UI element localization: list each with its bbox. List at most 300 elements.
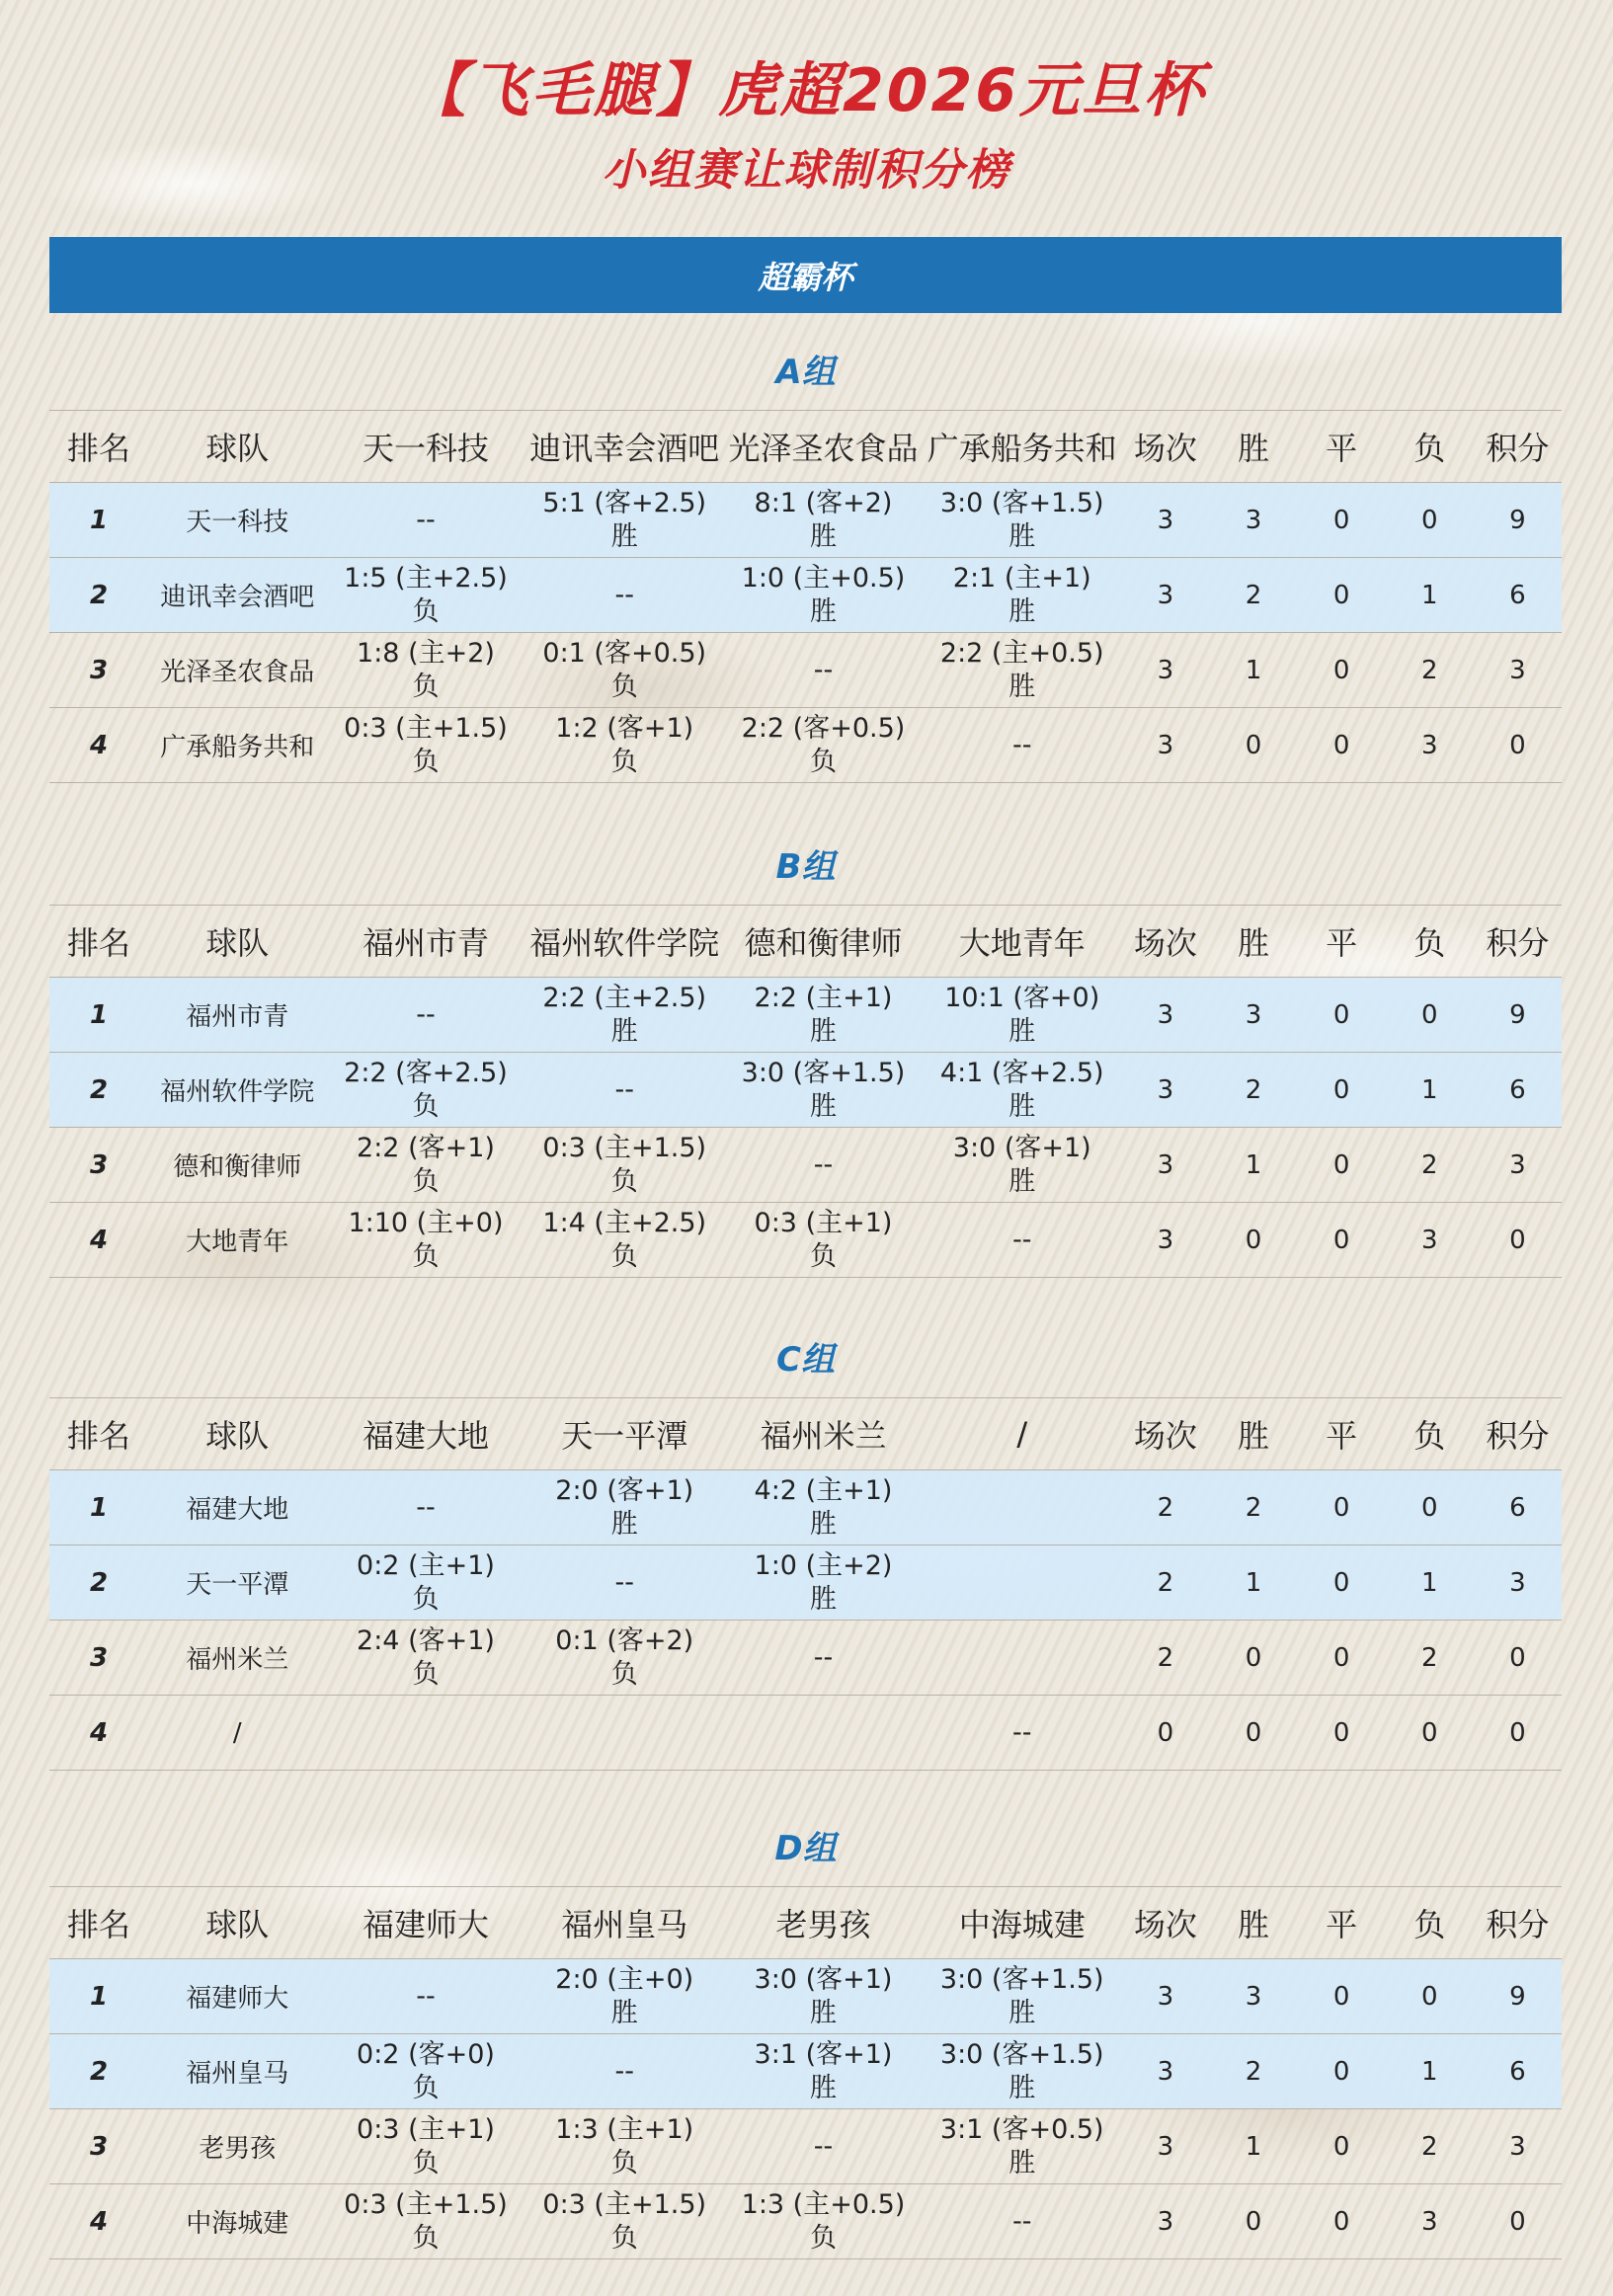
opponent-header: 福州市青 [326, 906, 524, 978]
loss-cell: 2 [1386, 1621, 1474, 1696]
team-cell: 福州皇马 [148, 2034, 326, 2109]
team-cell: 迪讯幸会酒吧 [148, 558, 326, 633]
match-result: 负 [610, 671, 638, 702]
played-cell: 3 [1121, 558, 1209, 633]
match-cell [724, 1203, 923, 1278]
match-score: -- [614, 579, 634, 610]
draw-header: 平 [1298, 1887, 1386, 1959]
points-cell: 0 [1474, 1696, 1562, 1771]
table-row [49, 1545, 1562, 1621]
match-score: 2:2 (主+2.5) [542, 982, 707, 1013]
match-cell [923, 1053, 1121, 1128]
team-cell: 天一科技 [148, 483, 326, 558]
match-cell [326, 1053, 524, 1128]
match-cell [923, 1128, 1121, 1203]
team-cell: 光泽圣农食品 [148, 633, 326, 708]
match-cell [326, 633, 524, 708]
group-block [49, 1328, 1562, 1771]
match-score: 0:2 (客+0) [357, 2038, 495, 2070]
team-header: 球队 [148, 1887, 326, 1959]
win-cell: 2 [1209, 2034, 1297, 2109]
win-header: 胜 [1209, 1398, 1297, 1470]
win-cell: 3 [1209, 978, 1297, 1053]
loss-cell: 0 [1386, 1470, 1474, 1545]
match-result: 胜 [809, 595, 837, 627]
loss-cell: 2 [1386, 1128, 1474, 1203]
match-result: 胜 [610, 520, 638, 552]
team-cell: 德和衡律师 [148, 1128, 326, 1203]
loss-cell: 1 [1386, 2034, 1474, 2109]
match-score: 3:0 (客+1.5) [939, 1963, 1104, 1995]
match-score: 0:3 (主+1) [357, 2113, 495, 2145]
draw-cell: 0 [1298, 2034, 1386, 2109]
match-cell [724, 708, 923, 783]
group-block [49, 835, 1562, 1278]
match-cell [525, 633, 724, 708]
match-score: 1:5 (主+2.5) [344, 562, 508, 594]
match-cell [923, 1203, 1121, 1278]
draw-cell: 0 [1298, 2109, 1386, 2184]
standings-table [49, 905, 1562, 1278]
match-score: 2:4 (客+1) [357, 1624, 495, 1656]
match-score: 0:3 (主+1.5) [344, 2188, 508, 2220]
match-cell [724, 633, 923, 708]
team-cell: / [148, 1696, 326, 1771]
match-score: 1:3 (主+1) [555, 2113, 694, 2145]
match-result: 负 [809, 2222, 837, 2254]
match-result: 胜 [1008, 1997, 1036, 2028]
match-result: 负 [610, 1240, 638, 1272]
win-cell: 2 [1209, 558, 1297, 633]
played-header: 场次 [1121, 1398, 1209, 1470]
match-cell [525, 1128, 724, 1203]
win-cell: 2 [1209, 1470, 1297, 1545]
match-cell [724, 1053, 923, 1128]
points-cell: 0 [1474, 2184, 1562, 2259]
table-row [49, 2034, 1562, 2109]
match-score: 0:1 (客+0.5) [542, 637, 707, 669]
loss-cell: 2 [1386, 633, 1474, 708]
loss-cell: 3 [1386, 708, 1474, 783]
rank-cell: 4 [49, 708, 148, 783]
opponent-header: 德和衡律师 [724, 906, 923, 978]
match-cell [724, 483, 923, 558]
win-cell: 1 [1209, 633, 1297, 708]
opponent-header: 广承船务共和 [923, 411, 1121, 483]
match-cell [724, 1696, 923, 1771]
match-score: 0:2 (主+1) [357, 1549, 495, 1581]
match-result: 胜 [1008, 671, 1036, 702]
rank-cell: 1 [49, 1959, 148, 2034]
match-score: 0:3 (主+1.5) [542, 1132, 707, 1163]
match-cell [326, 978, 524, 1053]
match-cell [525, 2109, 724, 2184]
draw-header: 平 [1298, 411, 1386, 483]
group-title: C组 [776, 1339, 835, 1380]
match-result: 负 [610, 2147, 638, 2178]
loss-header: 负 [1386, 906, 1474, 978]
rank-cell: 1 [49, 978, 148, 1053]
played-cell: 2 [1121, 1621, 1209, 1696]
match-score: -- [813, 1641, 834, 1673]
match-result: 胜 [809, 1015, 837, 1047]
points-cell: 9 [1474, 483, 1562, 558]
loss-cell: 0 [1386, 1696, 1474, 1771]
team-cell: 福建大地 [148, 1470, 326, 1545]
match-cell [923, 2109, 1121, 2184]
points-cell: 6 [1474, 558, 1562, 633]
match-score: 3:1 (客+1) [754, 2038, 893, 2070]
match-score: -- [1011, 729, 1032, 760]
draw-cell: 0 [1298, 633, 1386, 708]
group-block [49, 341, 1562, 783]
match-score: 3:0 (客+1.5) [741, 1057, 906, 1088]
opponent-header: 老男孩 [724, 1887, 923, 1959]
match-score: -- [1011, 2205, 1032, 2237]
match-cell [923, 1545, 1121, 1621]
match-result: 胜 [1008, 1090, 1036, 1122]
win-header: 胜 [1209, 1887, 1297, 1959]
match-score: -- [614, 1566, 634, 1598]
match-result: 胜 [610, 1997, 638, 2028]
match-cell [525, 558, 724, 633]
table-row [49, 1621, 1562, 1696]
loss-cell: 0 [1386, 1959, 1474, 2034]
match-score: 2:1 (主+1) [952, 562, 1091, 594]
match-score: 3:0 (客+1) [754, 1963, 893, 1995]
draw-cell: 0 [1298, 1621, 1386, 1696]
win-header: 胜 [1209, 411, 1297, 483]
match-cell [724, 2034, 923, 2109]
match-score: 10:1 (客+0) [944, 982, 1100, 1013]
played-cell: 3 [1121, 1128, 1209, 1203]
match-cell [724, 1470, 923, 1545]
match-score: 8:1 (客+2) [754, 487, 893, 518]
match-cell [525, 1959, 724, 2034]
points-cell: 9 [1474, 1959, 1562, 2034]
match-cell [525, 1053, 724, 1128]
match-score: -- [416, 1980, 436, 2012]
team-header: 球队 [148, 1398, 326, 1470]
match-cell [326, 1959, 524, 2034]
team-cell: 老男孩 [148, 2109, 326, 2184]
match-result: 胜 [610, 1508, 638, 1540]
played-cell: 3 [1121, 2184, 1209, 2259]
match-result: 负 [412, 1240, 440, 1272]
cup-banner: 超霸杯 [49, 237, 1562, 313]
match-cell [525, 708, 724, 783]
group-title: B组 [775, 846, 836, 887]
draw-cell: 0 [1298, 2184, 1386, 2259]
match-cell [923, 1621, 1121, 1696]
match-score: -- [614, 1073, 634, 1105]
match-result: 胜 [809, 1997, 837, 2028]
match-score: 0:3 (主+1) [754, 1207, 893, 1238]
match-cell [724, 2184, 923, 2259]
header-row [49, 1887, 1562, 1959]
match-cell [923, 633, 1121, 708]
team-header: 球队 [148, 411, 326, 483]
team-cell: 中海城建 [148, 2184, 326, 2259]
match-score: 1:8 (主+2) [357, 637, 495, 669]
loss-header: 负 [1386, 1887, 1474, 1959]
standings-table [49, 1886, 1562, 2259]
standings-table [49, 410, 1562, 783]
draw-header: 平 [1298, 1398, 1386, 1470]
points-cell: 6 [1474, 2034, 1562, 2109]
opponent-header: 福州米兰 [724, 1398, 923, 1470]
match-score: 3:0 (客+1.5) [939, 2038, 1104, 2070]
match-cell [326, 1203, 524, 1278]
match-score: -- [813, 1148, 834, 1180]
draw-header: 平 [1298, 906, 1386, 978]
win-cell: 3 [1209, 483, 1297, 558]
win-cell: 0 [1209, 1696, 1297, 1771]
opponent-header: 天一平潭 [525, 1398, 724, 1470]
match-result: 胜 [809, 2072, 837, 2103]
draw-cell: 0 [1298, 1959, 1386, 2034]
points-header: 积分 [1474, 1398, 1562, 1470]
match-result: 负 [412, 2222, 440, 2254]
draw-cell: 0 [1298, 1470, 1386, 1545]
table-row [49, 483, 1562, 558]
draw-cell: 0 [1298, 558, 1386, 633]
match-score: -- [416, 504, 436, 535]
match-cell [923, 1470, 1121, 1545]
group-block [49, 1817, 1562, 2259]
match-score: -- [614, 2055, 634, 2087]
match-score: 0:3 (主+1.5) [344, 712, 508, 744]
loss-cell: 1 [1386, 1545, 1474, 1621]
match-cell [923, 1959, 1121, 2034]
played-cell: 3 [1121, 1053, 1209, 1128]
opponent-header: 迪讯幸会酒吧 [525, 411, 724, 483]
match-score: -- [416, 998, 436, 1030]
rank-header: 排名 [49, 906, 148, 978]
match-cell [525, 1470, 724, 1545]
match-result: 负 [809, 746, 837, 777]
table-row [49, 2109, 1562, 2184]
match-cell [326, 1128, 524, 1203]
rank-cell: 1 [49, 1470, 148, 1545]
match-result: 负 [610, 1165, 638, 1197]
match-result: 负 [412, 1583, 440, 1615]
win-cell: 0 [1209, 2184, 1297, 2259]
team-cell: 天一平潭 [148, 1545, 326, 1621]
match-score: 2:0 (客+1) [555, 1474, 694, 1506]
match-cell [724, 1128, 923, 1203]
match-score: 1:3 (主+0.5) [741, 2188, 906, 2220]
points-cell: 6 [1474, 1053, 1562, 1128]
match-score: 1:4 (主+2.5) [542, 1207, 707, 1238]
match-cell [525, 2034, 724, 2109]
table-row [49, 1696, 1562, 1771]
match-cell [525, 483, 724, 558]
match-score: 3:0 (客+1) [952, 1132, 1091, 1163]
match-score: 1:2 (客+1) [555, 712, 694, 744]
match-score: 1:0 (主+0.5) [741, 562, 906, 594]
match-score: 1:10 (主+0) [348, 1207, 504, 1238]
points-header: 积分 [1474, 411, 1562, 483]
match-cell [326, 2184, 524, 2259]
team-cell: 福州软件学院 [148, 1053, 326, 1128]
draw-cell: 0 [1298, 1696, 1386, 1771]
rank-cell: 4 [49, 2184, 148, 2259]
rank-cell: 3 [49, 633, 148, 708]
loss-header: 负 [1386, 1398, 1474, 1470]
table-row [49, 2184, 1562, 2259]
rank-cell: 2 [49, 2034, 148, 2109]
match-result: 胜 [809, 520, 837, 552]
table-row [49, 1959, 1562, 2034]
team-cell: 广承船务共和 [148, 708, 326, 783]
match-cell [326, 558, 524, 633]
match-score: 0:1 (客+2) [555, 1624, 694, 1656]
page-title: 【飞毛腿】虎超2026元旦杯 [407, 56, 1206, 125]
match-cell [724, 2109, 923, 2184]
match-cell [326, 1545, 524, 1621]
team-cell: 福建师大 [148, 1959, 326, 2034]
draw-cell: 0 [1298, 1545, 1386, 1621]
match-result: 胜 [809, 1583, 837, 1615]
team-header: 球队 [148, 906, 326, 978]
match-cell [525, 2184, 724, 2259]
match-score: 3:1 (客+0.5) [939, 2113, 1104, 2145]
played-cell: 3 [1121, 2034, 1209, 2109]
match-cell [525, 1203, 724, 1278]
points-header: 积分 [1474, 1887, 1562, 1959]
loss-cell: 3 [1386, 1203, 1474, 1278]
win-cell: 2 [1209, 1053, 1297, 1128]
match-score: 2:2 (主+1) [754, 982, 893, 1013]
table-row [49, 1203, 1562, 1278]
match-cell [923, 1696, 1121, 1771]
points-cell: 0 [1474, 1203, 1562, 1278]
table-row [49, 1470, 1562, 1545]
rank-cell: 3 [49, 1621, 148, 1696]
match-cell [724, 1959, 923, 2034]
rank-cell: 2 [49, 1053, 148, 1128]
draw-cell: 0 [1298, 1128, 1386, 1203]
match-cell [923, 2184, 1121, 2259]
match-result: 负 [412, 2147, 440, 2178]
win-cell: 1 [1209, 2109, 1297, 2184]
draw-cell: 0 [1298, 708, 1386, 783]
match-score: -- [1011, 1716, 1032, 1748]
points-cell: 3 [1474, 633, 1562, 708]
played-cell: 2 [1121, 1470, 1209, 1545]
group-title: D组 [774, 1828, 837, 1868]
opponent-header: 福建师大 [326, 1887, 524, 1959]
match-score: 5:1 (客+2.5) [542, 487, 707, 518]
match-result: 胜 [1008, 1165, 1036, 1197]
points-cell: 3 [1474, 1128, 1562, 1203]
team-cell: 大地青年 [148, 1203, 326, 1278]
match-cell [326, 1470, 524, 1545]
header-row [49, 906, 1562, 978]
match-cell [525, 1545, 724, 1621]
played-header: 场次 [1121, 1887, 1209, 1959]
match-result: 胜 [1008, 1015, 1036, 1047]
match-cell [326, 2034, 524, 2109]
rank-cell: 4 [49, 1203, 148, 1278]
opponent-header: 光泽圣农食品 [724, 411, 923, 483]
opponent-header: / [923, 1398, 1121, 1470]
match-score: 4:1 (客+2.5) [939, 1057, 1104, 1088]
played-cell: 3 [1121, 978, 1209, 1053]
match-cell [326, 483, 524, 558]
table-row [49, 708, 1562, 783]
opponent-header: 中海城建 [923, 1887, 1121, 1959]
rank-cell: 2 [49, 1545, 148, 1621]
draw-cell: 0 [1298, 483, 1386, 558]
table-row [49, 633, 1562, 708]
match-cell [724, 1545, 923, 1621]
table-row [49, 558, 1562, 633]
match-score: 4:2 (主+1) [754, 1474, 893, 1506]
played-cell: 3 [1121, 1959, 1209, 2034]
header-row [49, 1398, 1562, 1470]
loss-cell: 1 [1386, 558, 1474, 633]
played-cell: 2 [1121, 1545, 1209, 1621]
match-score: -- [813, 654, 834, 685]
match-score: -- [416, 1491, 436, 1523]
table-row [49, 1053, 1562, 1128]
match-cell [724, 978, 923, 1053]
draw-cell: 0 [1298, 978, 1386, 1053]
match-score: 1:0 (主+2) [754, 1549, 893, 1581]
page-subtitle: 小组赛让球制积分榜 [602, 145, 1011, 196]
match-score: 2:2 (客+1) [357, 1132, 495, 1163]
match-score: -- [1011, 1224, 1032, 1255]
team-cell: 福州市青 [148, 978, 326, 1053]
loss-cell: 0 [1386, 483, 1474, 558]
played-cell: 3 [1121, 483, 1209, 558]
standings-table [49, 1397, 1562, 1771]
match-cell [326, 2109, 524, 2184]
match-result: 胜 [610, 1015, 638, 1047]
match-result: 胜 [1008, 520, 1036, 552]
played-cell: 3 [1121, 708, 1209, 783]
loss-cell: 1 [1386, 1053, 1474, 1128]
match-cell [923, 978, 1121, 1053]
rank-cell: 1 [49, 483, 148, 558]
win-cell: 1 [1209, 1128, 1297, 1203]
points-cell: 0 [1474, 708, 1562, 783]
match-result: 负 [610, 746, 638, 777]
rank-header: 排名 [49, 1887, 148, 1959]
rank-cell: 4 [49, 1696, 148, 1771]
match-result: 负 [610, 2222, 638, 2254]
opponent-header: 大地青年 [923, 906, 1121, 978]
played-cell: 0 [1121, 1696, 1209, 1771]
match-cell [326, 708, 524, 783]
win-header: 胜 [1209, 906, 1297, 978]
points-cell: 6 [1474, 1470, 1562, 1545]
win-cell: 3 [1209, 1959, 1297, 2034]
match-result: 负 [412, 1090, 440, 1122]
match-cell [923, 558, 1121, 633]
opponent-header: 天一科技 [326, 411, 524, 483]
match-result: 胜 [1008, 595, 1036, 627]
rank-header: 排名 [49, 1398, 148, 1470]
match-score: 3:0 (客+1.5) [939, 487, 1104, 518]
rank-cell: 3 [49, 1128, 148, 1203]
match-cell [525, 1621, 724, 1696]
match-result: 负 [610, 1658, 638, 1690]
match-result: 负 [412, 2072, 440, 2103]
loss-cell: 3 [1386, 2184, 1474, 2259]
